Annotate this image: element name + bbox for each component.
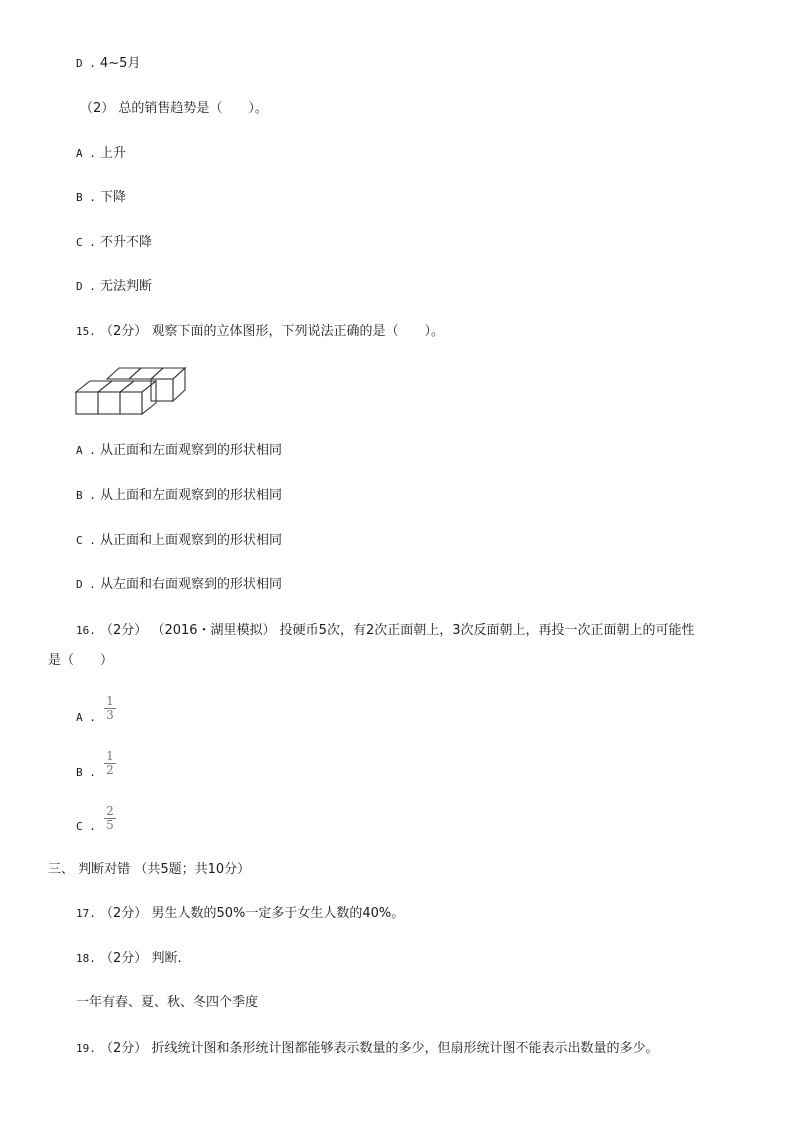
numerator: 1: [106, 749, 114, 763]
question-source: （2016・湖里模拟）: [151, 623, 276, 638]
cube-top-face: [98, 381, 134, 392]
option-text: 不升不降: [100, 235, 153, 250]
option-letter: A .: [76, 147, 96, 160]
option-text: 无法判断: [100, 279, 153, 294]
question-text: 折线统计图和条形统计图都能够表示数量的多少，但扇形统计图不能表示出数量的多少。: [151, 1041, 659, 1056]
cube-figure: [74, 365, 198, 417]
section-3-heading: [48, 861, 250, 879]
q15-option-c: [76, 532, 282, 550]
question-score: （2分）: [100, 951, 148, 966]
question-number: 15.: [76, 325, 96, 338]
q14-sub2-option-c: [76, 234, 152, 252]
q17-stem: [76, 905, 404, 923]
denominator: 3: [106, 708, 114, 722]
question-score: （2分）: [100, 623, 148, 638]
option-letter: D .: [76, 578, 96, 591]
option-text: 从左面和右面观察到的形状相同: [100, 577, 283, 592]
q16-option-a-letter: A .: [76, 711, 96, 724]
question-text: 男生人数的50%一定多于女生人数的40%。: [151, 906, 405, 921]
cube-top-face: [107, 368, 141, 379]
q19-stem: [76, 1040, 658, 1058]
option-text: 4~5月: [100, 56, 141, 71]
q16-option-c-fraction: [104, 806, 116, 831]
cube-side-face: [142, 381, 156, 414]
question-number: 17.: [76, 907, 96, 920]
q16-option-c-letter: C .: [76, 820, 96, 833]
q16-stem: [76, 622, 695, 640]
cube-front-face: [98, 392, 120, 414]
q16-option-b-letter: B .: [76, 766, 96, 779]
section-number: 三、: [48, 862, 75, 877]
cube-side-face: [173, 368, 185, 401]
q14-sub2-option-b: [76, 189, 126, 207]
option-letter: A .: [76, 444, 96, 457]
sub-number: （2）: [80, 101, 115, 116]
option-letter: D .: [76, 57, 96, 70]
q15-option-a: [76, 442, 282, 460]
denominator: 5: [106, 818, 114, 832]
option-text: 上升: [100, 146, 127, 161]
question-score: （2分）: [100, 906, 148, 921]
option-letter: C .: [76, 236, 96, 249]
numerator: 1: [106, 694, 114, 708]
section-meta: （共5题；共10分）: [134, 862, 251, 877]
q18-statement: 一年有春、夏、秋、冬四个季度: [76, 995, 259, 1010]
cube-front-face: [76, 392, 98, 414]
question-text: 观察下面的立体图形，下列说法正确的是（ ）。: [151, 324, 444, 339]
option-letter: B .: [76, 489, 96, 502]
denominator: 2: [106, 763, 114, 777]
cube-front-face: [120, 392, 142, 414]
q18-stem: [76, 950, 182, 968]
numerator: 2: [106, 804, 114, 818]
sub-text: 总的销售趋势是（ ）。: [118, 101, 268, 116]
question-number: 16.: [76, 624, 96, 637]
question-score: （2分）: [100, 324, 148, 339]
cube-top-face: [151, 368, 185, 379]
q16-stem-continuation: 是（ ）: [48, 653, 114, 668]
question-number: 19.: [76, 1042, 96, 1055]
option-letter: B .: [76, 191, 96, 204]
q14-sub2-option-d: [76, 278, 152, 296]
q15-option-b: [76, 487, 282, 505]
q15-stem: [76, 323, 444, 341]
question-text: 投硬币5次，有2次正面朝上，3次反面朝上，再投一次正面朝上的可能性: [279, 623, 695, 638]
option-text: 从正面和左面观察到的形状相同: [100, 443, 283, 458]
cube-top-face: [129, 368, 163, 379]
cube-top-face: [76, 381, 112, 392]
q14-sub2-option-a: [76, 145, 126, 163]
q14-option-d: [76, 55, 140, 73]
option-text: 从正面和上面观察到的形状相同: [100, 533, 283, 548]
q16-option-a-fraction: [104, 696, 116, 721]
question-text: 判断.: [151, 951, 182, 966]
option-letter: D .: [76, 280, 96, 293]
option-letter: C .: [76, 534, 96, 547]
q16-option-b-fraction: [104, 751, 116, 776]
q15-option-d: [76, 576, 282, 594]
question-score: （2分）: [100, 1041, 148, 1056]
q14-sub2-stem: [80, 100, 268, 118]
option-text: 下降: [100, 190, 127, 205]
section-title: 判断对错: [78, 862, 131, 877]
option-text: 从上面和左面观察到的形状相同: [100, 488, 283, 503]
question-number: 18.: [76, 952, 96, 965]
